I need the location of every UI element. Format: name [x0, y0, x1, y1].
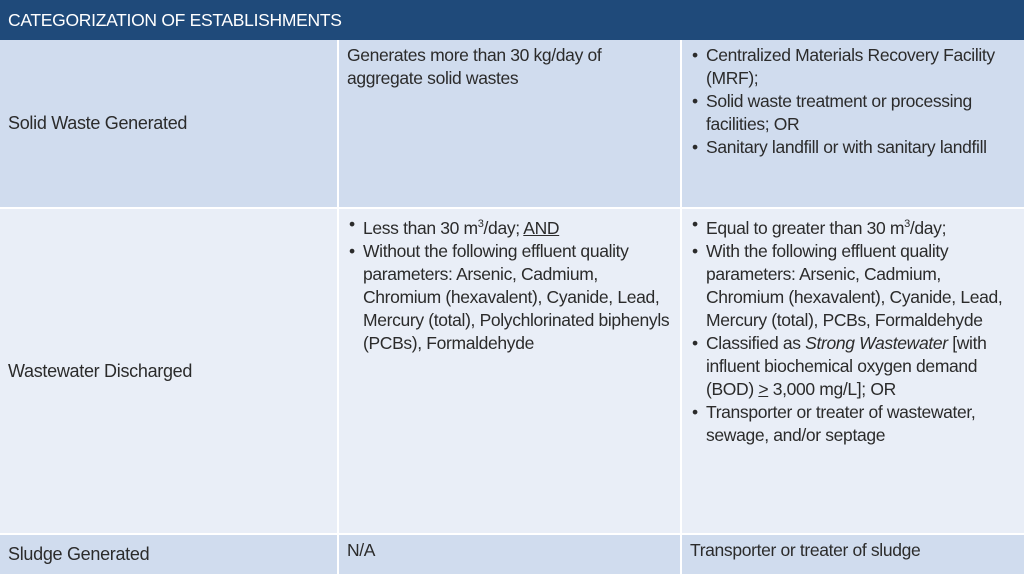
list-item: • Less than 30 $m^3$/day; AND: [363, 213, 672, 240]
table-row-solid-waste: [0, 40, 1024, 208]
list-item: • With the following effluent quality parameters: Arsenic, Cadmium, Chromium (hexavalent), Cyanide, Lead, Mercury (total), PCBs, Formaldehyde: [706, 240, 1016, 332]
solid-waste-category-list: [681, 40, 1024, 208]
wastewater-threshold-list: [338, 208, 681, 534]
row-label-wastewater: Wastewater Discharged: [0, 208, 338, 534]
table-header: CATEGORIZATION OF ESTABLISHMENTS: [0, 0, 1024, 40]
row-label-sludge: Sludge Generated: [0, 534, 338, 575]
row-label-solid-waste: Solid Waste Generated: [0, 40, 338, 208]
list-item: • Sanitary landfill or with sanitary landfill: [706, 136, 1016, 159]
wastewater-category-list: [681, 208, 1024, 534]
list-item: • Solid waste treatment or processing facilities; OR: [706, 90, 1016, 136]
table-row-sludge: [0, 534, 1024, 575]
list-item: • Equal to greater than 30 $m^3$/day;: [706, 213, 1016, 240]
list-item: • Classified as Strong Wastewater [with influent biochemical oxygen demand (BOD) > 3,000 mg/L]; OR: [706, 332, 1016, 401]
list-item: • Without the following effluent quality parameters: Arsenic, Cadmium, Chromium (hexavalent), Cyanide, Lead, Mercury (total), Polychlorinated biphenyls (PCBs), Formaldehyde: [363, 240, 672, 355]
list-item: • Centralized Materials Recovery Facility (MRF);: [706, 44, 1016, 90]
table-row-wastewater: [0, 208, 1024, 534]
sludge-category: Transporter or treater of sludge: [681, 534, 1024, 575]
solid-waste-threshold: Generates more than 30 kg/day of aggregate solid wastes: [338, 40, 681, 208]
list-item: • Transporter or treater of wastewater, sewage, and/or septage: [706, 401, 1016, 447]
sludge-threshold: N/A: [338, 534, 681, 575]
